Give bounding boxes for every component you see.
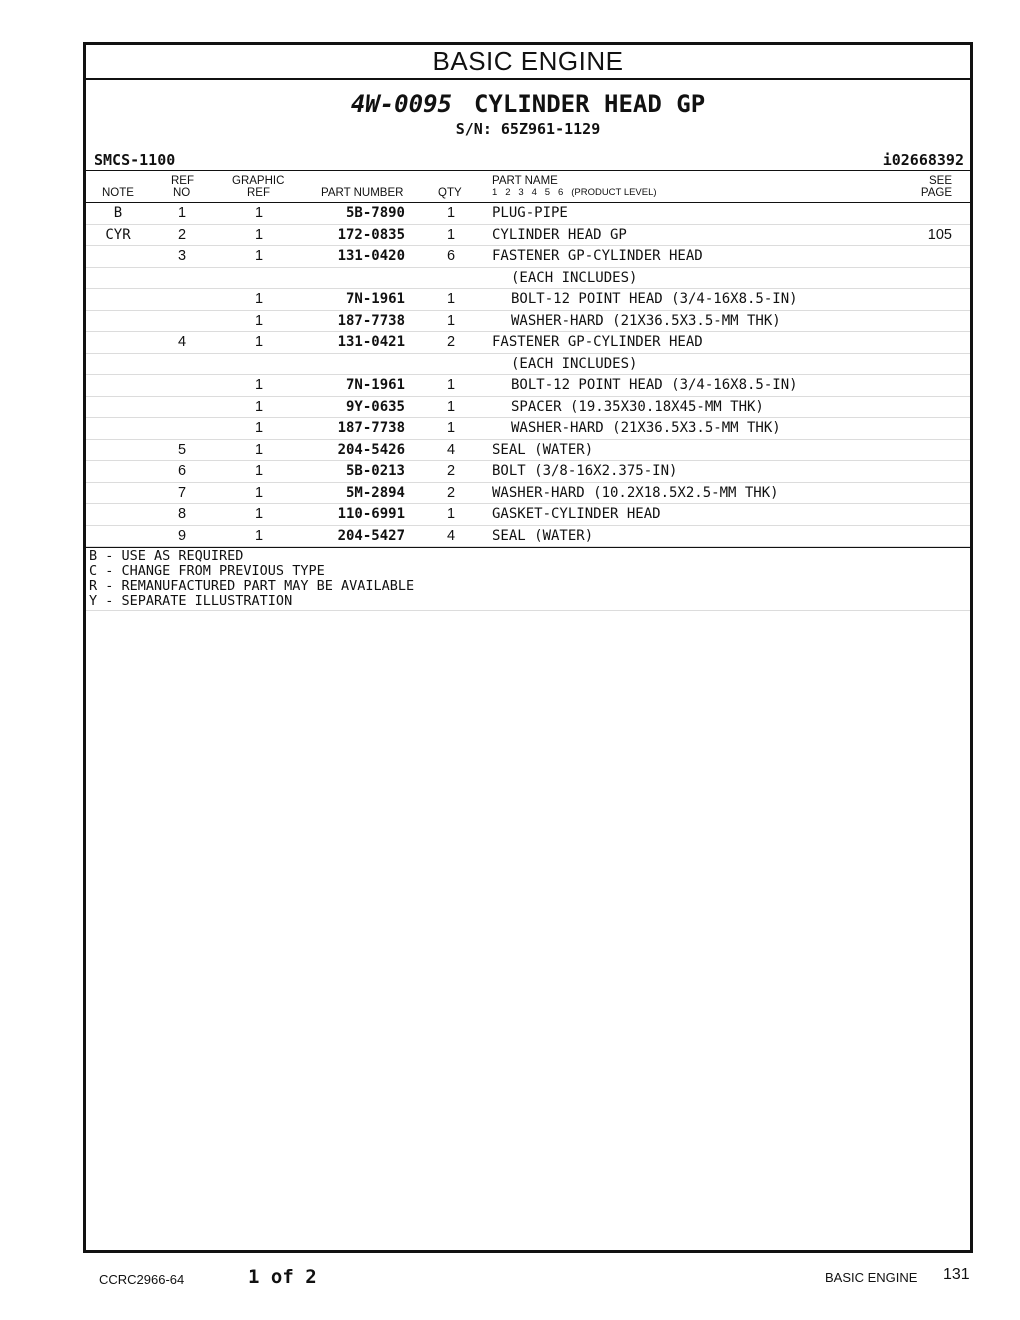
group-number: 4W-0095 — [350, 90, 452, 118]
part-number-cell: 172-0835 — [337, 226, 405, 243]
ref-no-cell: 7 — [177, 484, 187, 501]
part-name-cell: SPACER (19.35X30.18X45-MM THK) — [511, 398, 764, 415]
notes-legend — [86, 547, 970, 611]
graphic-ref-cell: 1 — [254, 527, 264, 544]
graphic-ref-cell: 1 — [254, 484, 264, 501]
ref-no-cell: 9 — [177, 527, 187, 544]
part-name-cell: (EACH INCLUDES) — [511, 269, 638, 286]
graphic-ref-cell: 1 — [254, 463, 264, 479]
legend-item: Y - SEPARATE ILLUSTRATION — [89, 593, 293, 609]
header-graphic-top: GRAPHIC — [232, 175, 285, 187]
part-name-cell: FASTENER GP-CYLINDER HEAD — [492, 334, 703, 350]
graphic-ref-cell: 1 — [254, 334, 264, 350]
part-number-cell: 204-5426 — [337, 441, 405, 458]
note-cell: B — [113, 205, 123, 221]
header-part-name: PART NAME — [492, 175, 558, 187]
serial-number: S/N: 65Z961-1129 — [455, 120, 601, 138]
part-number-cell: 204-5427 — [337, 527, 405, 544]
table-row — [86, 268, 970, 290]
group-title — [86, 90, 970, 118]
qty-cell: 1 — [446, 291, 456, 307]
qty-cell: 1 — [446, 205, 456, 221]
part-number-cell: 9Y-0635 — [345, 398, 405, 415]
part-number-cell: 7N-1961 — [345, 377, 405, 393]
part-name-cell: BOLT-12 POINT HEAD (3/4-16X8.5-IN) — [511, 291, 798, 307]
ref-no-cell: 2 — [177, 226, 187, 243]
qty-cell: 1 — [446, 506, 456, 522]
legend-item: B - USE AS REQUIRED — [89, 548, 244, 564]
see-page-cell: 105 — [927, 226, 952, 243]
section-title: BASIC ENGINE — [86, 45, 970, 80]
table-row — [86, 203, 970, 225]
qty-cell: 1 — [446, 420, 456, 436]
part-name-cell: CYLINDER HEAD GP — [492, 226, 627, 243]
part-name-cell: SEAL (WATER) — [492, 527, 594, 544]
part-number-cell: 110-6991 — [337, 506, 405, 522]
table-row — [86, 311, 970, 333]
table-row — [86, 418, 970, 440]
part-number-cell: 131-0420 — [337, 248, 405, 264]
qty-cell: 2 — [446, 484, 456, 501]
part-name-cell: SEAL (WATER) — [492, 441, 594, 458]
header-ref-bottom: NO — [173, 187, 191, 199]
part-name-cell: BOLT-12 POINT HEAD (3/4-16X8.5-IN) — [511, 377, 798, 393]
legend-item: R - REMANUFACTURED PART MAY BE AVAILABLE — [89, 578, 415, 594]
group-name: CYLINDER HEAD GP — [473, 90, 706, 118]
table-row — [86, 332, 970, 354]
part-number-cell: 131-0421 — [337, 334, 405, 350]
footer-page-of: 1 of 2 — [248, 1266, 317, 1288]
ref-no-cell: 4 — [177, 334, 187, 350]
header-see-top: SEE — [928, 175, 952, 187]
table-row — [86, 354, 970, 376]
smcs-row — [86, 150, 970, 171]
qty-cell: 6 — [446, 248, 456, 264]
qty-cell: 4 — [446, 441, 456, 458]
qty-cell: 2 — [446, 334, 456, 350]
part-name-cell: (EACH INCLUDES) — [511, 355, 638, 372]
part-name-cell: WASHER-HARD (10.2X18.5X2.5-MM THK) — [492, 484, 779, 501]
part-name-cell: WASHER-HARD (21X36.5X3.5-MM THK) — [511, 312, 781, 329]
ref-no-cell: 3 — [177, 248, 187, 264]
graphic-ref-cell: 1 — [254, 441, 264, 458]
graphic-ref-cell: 1 — [254, 377, 264, 393]
part-number-cell: 5B-7890 — [345, 205, 405, 221]
graphic-ref-cell: 1 — [254, 248, 264, 264]
part-name-cell: WASHER-HARD (21X36.5X3.5-MM THK) — [511, 420, 781, 436]
part-name-cell: PLUG-PIPE — [492, 205, 568, 221]
table-row — [86, 225, 970, 247]
legend-item: C - CHANGE FROM PREVIOUS TYPE — [89, 563, 325, 579]
qty-cell: 1 — [446, 398, 456, 415]
qty-cell: 2 — [446, 463, 456, 479]
note-cell: CYR — [105, 226, 131, 243]
qty-cell: 4 — [446, 527, 456, 544]
part-number-cell: 187-7738 — [337, 312, 405, 329]
graphic-ref-cell: 1 — [254, 506, 264, 522]
header-product-level: 1 2 3 4 5 6 (PRODUCT LEVEL) — [492, 187, 657, 198]
page-footer — [0, 1262, 1020, 1292]
parts-table-body — [86, 203, 970, 547]
part-name-cell: BOLT (3/8-16X2.375-IN) — [492, 463, 678, 479]
ref-no-cell: 8 — [177, 506, 187, 522]
ref-no-cell: 6 — [177, 463, 187, 479]
table-row — [86, 504, 970, 526]
part-number-cell: 5B-0213 — [345, 463, 405, 479]
graphic-ref-cell: 1 — [254, 205, 264, 221]
qty-cell: 1 — [446, 377, 456, 393]
header-note: NOTE — [102, 187, 134, 199]
header-graphic-bottom: REF — [247, 187, 270, 199]
table-header — [86, 171, 970, 203]
table-row — [86, 440, 970, 462]
header-part-number: PART NUMBER — [321, 187, 404, 199]
header-qty: QTY — [438, 187, 462, 199]
table-row — [86, 375, 970, 397]
graphic-ref-cell: 1 — [254, 312, 264, 329]
footer-section: BASIC ENGINE — [825, 1270, 918, 1285]
part-number-cell: 187-7738 — [337, 420, 405, 436]
table-row — [86, 397, 970, 419]
table-row — [86, 526, 970, 548]
ref-no-cell: 1 — [177, 205, 187, 221]
document-id: i02668392 — [882, 151, 964, 169]
part-name-cell: GASKET-CYLINDER HEAD — [492, 506, 661, 522]
footer-page-number: 131 — [943, 1266, 970, 1283]
qty-cell: 1 — [446, 226, 456, 243]
graphic-ref-cell: 1 — [254, 398, 264, 415]
part-name-cell: FASTENER GP-CYLINDER HEAD — [492, 248, 703, 264]
footer-doc-code: CCRC2966-64 — [99, 1272, 185, 1287]
table-row — [86, 461, 970, 483]
header-see-bottom: PAGE — [920, 187, 952, 199]
parts-page-frame — [83, 42, 973, 1253]
smcs-code: SMCS-1100 — [94, 151, 176, 169]
part-number-cell: 5M-2894 — [345, 484, 405, 501]
qty-cell: 1 — [446, 312, 456, 329]
table-row — [86, 483, 970, 505]
part-number-cell: 7N-1961 — [345, 291, 405, 307]
table-row — [86, 289, 970, 311]
graphic-ref-cell: 1 — [254, 420, 264, 436]
graphic-ref-cell: 1 — [254, 226, 264, 243]
graphic-ref-cell: 1 — [254, 291, 264, 307]
header-ref-top: REF — [171, 175, 194, 187]
ref-no-cell: 5 — [177, 441, 187, 458]
table-row — [86, 246, 970, 268]
